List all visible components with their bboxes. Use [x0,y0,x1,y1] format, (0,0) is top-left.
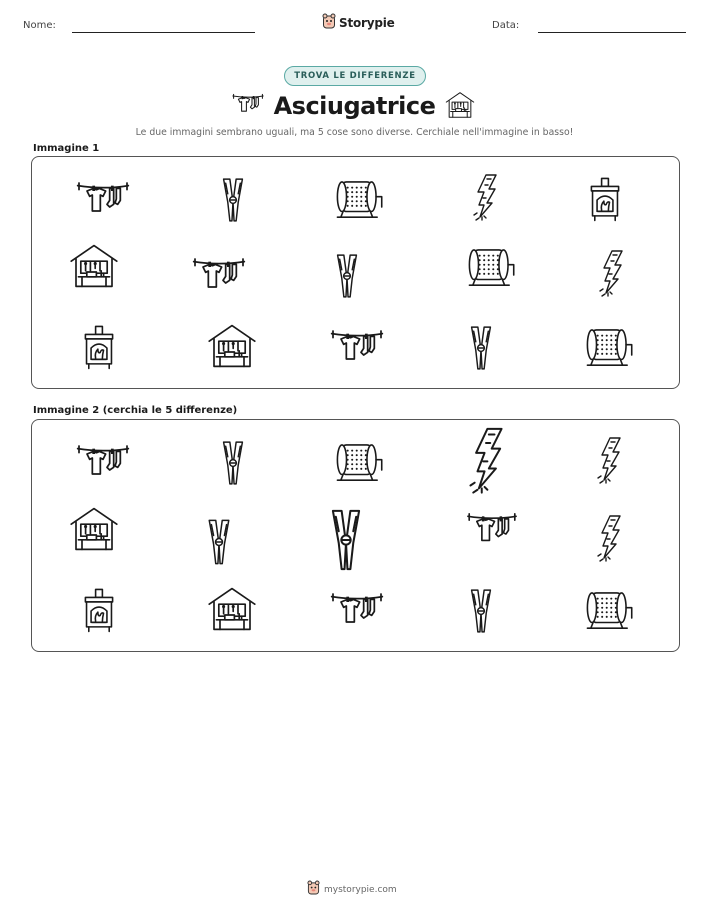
page-title: Asciugatrice [273,92,436,120]
dryer-drum-icon [466,245,516,289]
shed-icon [70,243,118,289]
clothesline-icon[interactable] [76,442,130,482]
footer [307,880,397,899]
lightning-icon [470,173,500,221]
clothesline-icon [76,179,130,219]
lightning-icon[interactable] [462,426,510,494]
clothespin-icon [334,253,360,299]
lightning-icon [596,249,626,297]
clothesline-icon[interactable] [466,510,518,548]
shed-icon [445,92,475,122]
clothesline-icon [330,327,384,367]
footer-url[interactable]: mystorypie.com [324,884,397,895]
stove-icon [588,177,622,223]
panel-image-1 [31,156,680,389]
name-label: Nome: [23,20,56,31]
dryer-drum-icon [584,325,634,369]
panel-1-label: Immagine 1 [33,143,100,154]
shed-icon[interactable] [208,586,256,632]
shed-icon [208,323,256,369]
date-field-line[interactable] [538,32,686,33]
activity-badge: TROVA LE DIFFERENZE [284,66,426,86]
panel-image-2 [31,419,680,652]
panel-2-label: Immagine 2 (cerchia le 5 differenze) [33,405,238,416]
mascot-icon [322,13,336,33]
clothespin-icon [468,325,494,371]
date-label: Data: [492,20,520,31]
lightning-icon[interactable] [594,514,624,562]
lightning-icon[interactable] [594,436,624,484]
dryer-drum-icon [334,177,384,221]
clothespin-icon[interactable] [468,588,494,634]
brand-logo [322,13,395,33]
clothesline-icon [192,255,246,295]
clothespin-icon[interactable] [220,440,246,486]
clothespin-icon [220,177,246,223]
stove-icon[interactable] [82,588,116,634]
shed-icon[interactable] [70,506,118,552]
dryer-drum-icon[interactable] [584,588,634,632]
clothespin-icon[interactable] [328,508,364,572]
clothespin-icon[interactable] [206,518,232,566]
clothesline-icon[interactable] [330,590,384,630]
name-field-line[interactable] [72,32,255,33]
mascot-icon [307,880,320,899]
dryer-drum-icon[interactable] [334,440,384,484]
brand-name: Storypie [339,16,395,30]
stove-icon [82,325,116,371]
instructions: Le due immagini sembrano uguali, ma 5 cose sono diverse. Cerchiale nell'immagine in basso! [135,127,574,138]
